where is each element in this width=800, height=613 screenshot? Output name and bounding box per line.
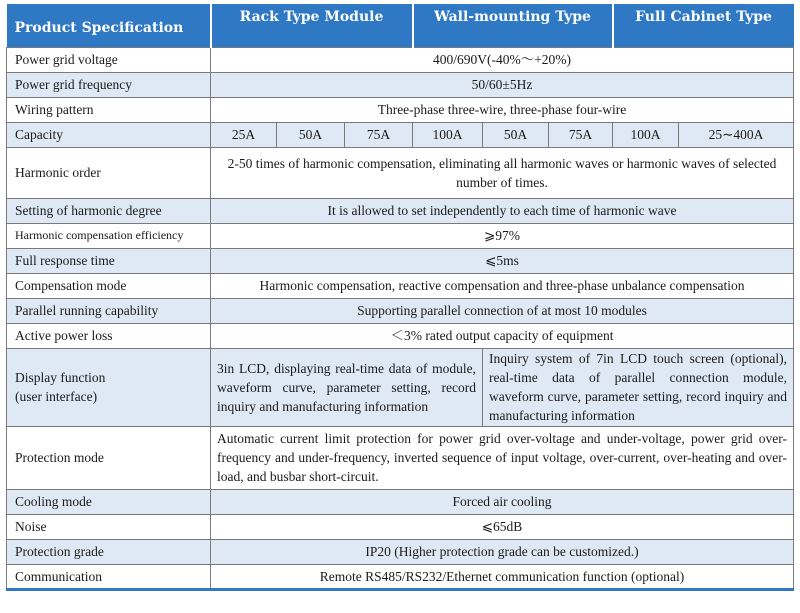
label-display-line2: (user interface)	[15, 389, 98, 404]
value-protection-mode: Automatic current limit protection for power grid over-voltage and under-voltage, power grid over-frequency and under-frequency, inverted sequence of input voltage, over-current, over-heating and over-load, and busbar short-circuit.	[211, 426, 794, 489]
row-frequency	[7, 72, 794, 97]
header-full-cabinet: Full Cabinet Type	[613, 4, 794, 47]
value-parallel: Supporting parallel connection of at most 10 modules	[211, 298, 794, 323]
capacity-cell: 25A	[211, 122, 277, 147]
capacity-cell: 50A	[277, 122, 345, 147]
label-wiring: Wiring pattern	[7, 97, 211, 122]
label-noise: Noise	[7, 514, 211, 539]
row-display	[7, 348, 794, 426]
row-parallel	[7, 298, 794, 323]
row-efficiency	[7, 223, 794, 248]
label-display-line1: Display function	[15, 370, 106, 385]
value-noise: ⩽65dB	[211, 514, 794, 539]
row-response	[7, 248, 794, 273]
value-display-wall-cabinet: Inquiry system of 7in LCD touch screen (optional), real-time data of parallel connection module, waveform curve, parameter setting, record inquiry and manufacturing information	[483, 348, 794, 426]
row-communication	[7, 564, 794, 589]
capacity-cell: 100A	[613, 122, 679, 147]
header-product-spec: Product Specification	[7, 4, 211, 47]
label-harmonic-order: Harmonic order	[7, 147, 211, 198]
row-capacity	[7, 122, 794, 147]
row-power-loss	[7, 323, 794, 348]
value-cooling: Forced air cooling	[211, 489, 794, 514]
header-row	[7, 4, 794, 47]
label-display	[7, 348, 211, 426]
value-efficiency: ⩾97%	[211, 223, 794, 248]
label-parallel: Parallel running capability	[7, 298, 211, 323]
value-response: ⩽5ms	[211, 248, 794, 273]
value-harmonic-order: 2-50 times of harmonic compensation, eliminating all harmonic waves or harmonic waves of selected number of times.	[211, 147, 794, 198]
row-protection-mode	[7, 426, 794, 489]
label-cooling: Cooling mode	[7, 489, 211, 514]
value-voltage: 400/690V(-40%〜+20%)	[211, 47, 794, 72]
label-frequency: Power grid frequency	[7, 72, 211, 97]
row-harmonic-order	[7, 147, 794, 198]
row-protection-grade	[7, 539, 794, 564]
label-protection-mode: Protection mode	[7, 426, 211, 489]
value-harmonic-degree: It is allowed to set independently to each time of harmonic wave	[211, 198, 794, 223]
capacity-cell: 50A	[483, 122, 549, 147]
header-wall-mounting: Wall-mounting Type	[413, 4, 613, 47]
capacity-cell: 75A	[345, 122, 413, 147]
capacity-cell: 100A	[413, 122, 483, 147]
row-cooling	[7, 489, 794, 514]
row-harmonic-degree	[7, 198, 794, 223]
capacity-cell: 25∼400A	[679, 122, 794, 147]
label-response: Full response time	[7, 248, 211, 273]
value-display-rack: 3in LCD, displaying real-time data of module, waveform curve, parameter setting, record inquiry and manufacturing information	[211, 348, 483, 426]
row-noise	[7, 514, 794, 539]
product-specification-table	[6, 4, 794, 591]
label-communication: Communication	[7, 564, 211, 589]
value-communication: Remote RS485/RS232/Ethernet communication function (optional)	[211, 564, 794, 589]
label-efficiency: Harmonic compensation efficiency	[7, 223, 211, 248]
label-harmonic-degree: Setting of harmonic degree	[7, 198, 211, 223]
row-compensation	[7, 273, 794, 298]
label-voltage: Power grid voltage	[7, 47, 211, 72]
row-voltage	[7, 47, 794, 72]
value-protection-grade: IP20 (Higher protection grade can be customized.)	[211, 539, 794, 564]
label-protection-grade: Protection grade	[7, 539, 211, 564]
label-power-loss: Active power loss	[7, 323, 211, 348]
header-rack-type: Rack Type Module	[211, 4, 413, 47]
label-compensation: Compensation mode	[7, 273, 211, 298]
label-capacity: Capacity	[7, 122, 211, 147]
value-power-loss: ＜3% rated output capacity of equipment	[211, 323, 794, 348]
row-wiring	[7, 97, 794, 122]
capacity-cell: 75A	[549, 122, 613, 147]
value-wiring: Three-phase three-wire, three-phase four-wire	[211, 97, 794, 122]
value-frequency: 50/60±5Hz	[211, 72, 794, 97]
value-compensation: Harmonic compensation, reactive compensation and three-phase unbalance compensation	[211, 273, 794, 298]
